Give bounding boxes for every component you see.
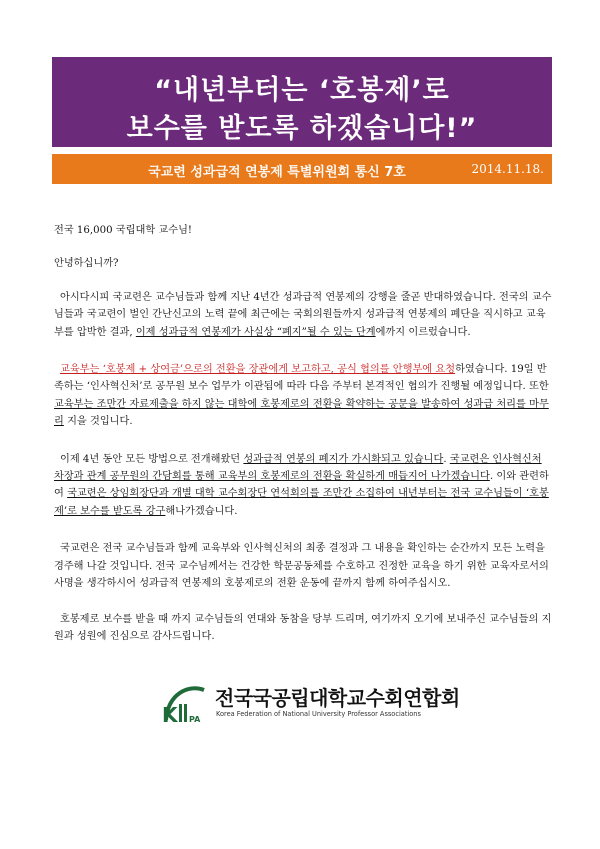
headline-line-1: “내년부터는 ‘호봉제’로 [154,75,450,106]
paragraph-3-underlined-1: 성과급적 연봉의 폐지가 가시화되고 있습니다 [243,453,444,465]
issue-date: 2014.11.18. [471,162,544,176]
newsletter-bar [52,154,552,184]
organization-english-name: Korea Federation of National University Professor Associations [216,710,421,718]
logo-bar-2 [184,704,187,722]
paragraph-1-end: 에까지 이르렀습니다. [375,326,471,338]
paragraph-2-highlight: 교육부는 ‘호봉제 + 상여금’으로의 전환을 장관에게 보고하고, 공식 협의를 안행부에 요청 [60,364,456,376]
paragraph-3-underlined-2: 국교련은 인사혁신처 차장과 관계 공무원의 간담회를 통해 교육부의 호봉제로의 전환을 확실하게 매듭지어 나가겠습니다 [54,453,542,483]
salutation: 전국 16,000 국립대학 교수님! [54,225,193,236]
paragraph-2-end: 지을 것입니다. [63,416,133,428]
paragraph-3 [54,451,552,521]
organization-korean-name: 전국국공립대학교수회연합회 [215,686,460,710]
knupa-logo-icon [160,680,208,724]
paragraph-3-text: 이제 4년 동안 모든 방법으로 전개해왔던 [60,453,244,465]
header-banner [52,57,552,147]
paragraph-5: 호봉제로 보수를 받을 때 까지 교수님들의 연대와 동참을 당부 드리며, 여기까지 오기에 보내주신 교수님들의 지원과 성원에 진심으로 감사드립니다. [54,613,552,642]
logo-bar-1 [179,704,182,722]
paragraph-1-text: 아시다시피 국교련은 교수님들과 함께 지난 4년간 성과급적 연봉제의 강행을 줄곧 반대하였습니다. 전국의 교수님들과 국교련이 벌인 간난신고의 노력 끝에 최근에는 국회의원들까지 성과급적 연봉제의 폐단을 직시하고 교육부를 압박한 결과, [54,291,552,338]
paragraph-1-underlined: 이제 성과급적 연봉제가 사실상 “폐지”될 수 있는 단계 [135,326,376,338]
logo-letters-pa: PA [189,715,201,724]
paragraph-3-sep-1: . [443,453,450,465]
paragraph-2-underlined: 교육부는 조만간 자료제출을 하지 않는 대학에 호봉제로의 전환을 확약하는 공문을 발송하여 성과급 처리를 마무리 [54,398,549,428]
paragraph-2 [54,361,552,431]
organization-logo [160,680,460,724]
paragraph-4: 국교련은 전국 교수님들과 함께 교육부와 인사혁신처의 최종 결정과 그 내용을 확인하는 순간까지 모든 노력을 경주해 나갈 것입니다. 전국 교수님께서는 건강한 학문공동체를 수호하고 진정한 교육을 하기 위한 교육자로서의 사명을 생각하시어 성과급적 연봉제의 호봉제로의 전환 운동에 끝까지 함께 하여주십시오. [54,543,549,590]
paragraph-3-underlined-3: 국교련은 상임회장단과 개별 대학 교수회장단 연석회의를 조만간 소집하여 내년부터는 전국 교수님들이 ‘호봉제’로 보수를 받도록 강구 [54,488,549,517]
paragraph-3-end: 해나가겠습니다. [165,505,238,517]
logo-letter-k: K [162,703,178,724]
newsletter-title: 국교련 성과급적 연봉제 특별위원회 통신 7호 [148,165,406,180]
paragraph-3-sep-2: . 이와 관련하여 [54,471,549,500]
headline-line-2: 보수를 받도록 하겠습니다!” [126,113,478,144]
paragraph-2-text: 하였습니다. 19일 반족하는 ‘인사혁신처’로 공무원 보수 업무가 이관됨에 따라 다음 주부터 본격적인 협의가 진행될 예정입니다. 또한 [54,364,549,393]
paragraph-1 [54,289,552,341]
greeting: 안녕하십니까? [54,258,119,270]
letter-body [54,222,552,645]
